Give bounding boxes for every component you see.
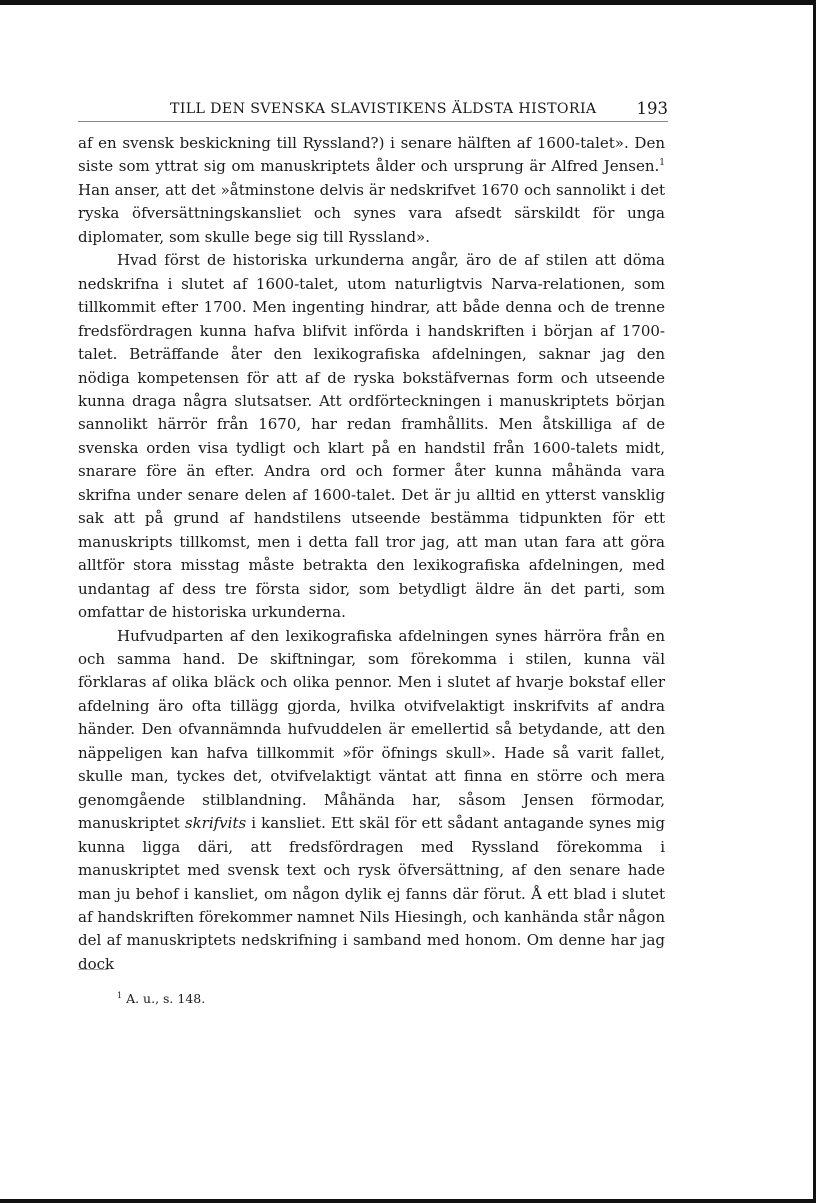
footnote-rule: [78, 969, 108, 970]
footnote-reference[interactable]: 1: [659, 158, 665, 169]
paragraph-3-text-b: i kansliet. Ett skäl för ett sådant antagande synes mig kunna ligga däri, att fredsfördragen med Ryssland förekomma i manuskriptet med svensk text och rysk öfversättning, af den senare hade man ju behof i kansliet, om någon dylik ej fanns där förut. Å ett blad i slutet af handskriften förekommer namnet Nils Hiesingh, och kanhända står någon del af manuskriptets nedskrifning i samband med honom. Om denne har jag dock: [78, 814, 665, 973]
paragraph-1: [78, 132, 665, 249]
italic-word: skrifvits: [184, 814, 247, 833]
paragraph-2: Hvad först de historiska urkunderna angår, äro de af stilen att döma nedskrifna i slutet af 1600-talet, utom naturligtvis Narva-relationen, som tillkommit efter 1700. Men ingenting hindrar, att både denna och de trenne fredsfördragen kunna hafva blifvit införda i handskriften i början af 1700-talet. Beträffande åter den lexikografiska afdelningen, saknar jag den nödiga kompetensen för att af de ryska bokstäfvernas form och utseende kunna draga några slutsatser. Att ordförteckningen i manuskriptets början sannolikt härrör från 1670, har redan framhållits. Men åtskilliga af de svenska orden visa tydligt och klart på en handstil från 1600-talets midt, snarare före än efter. Andra ord och former åter kunna måhända vara skrifna under senare delen af 1600-talet. Det är ju alltid en ytterst vansklig sak att på grund af handstilens utseende bestämma tidpunkten för ett manuskripts tillkomst, men i detta fall tror jag, att man utan fara att göra alltför stora misstag måste betrakta den lexikografiska afdelningen, med undantag af dess tre första sidor, som betydligt äldre än det parti, som omfattar de historiska urkunderna.: [78, 251, 665, 622]
paragraph-3: [78, 625, 665, 977]
scan-edge-top: [0, 0, 816, 5]
header-rule: [78, 121, 668, 122]
page-number: 193: [636, 99, 668, 118]
paragraph-1-text-a: af en svensk beskickning till Ryssland?) i senare hälften af 1600-talet». Den siste som yttrat sig om manuskriptets ålder och ursprung är Alfred Jensen.: [78, 134, 665, 176]
paragraph-1-text-b: Han anser, att det »åtminstone delvis är nedskrifvet 1670 och sannolikt i det ryska öfversättningskansliet och synes vara afsedt särskildt för unga diplomater, som skulle bege sig till Ryssland».: [78, 180, 665, 246]
header-title: TILL DEN SVENSKA SLAVISTIKENS ÄLDSTA HISTORIA: [170, 101, 597, 117]
body-text: [78, 132, 665, 976]
footnote-text: A. u., s. 148.: [122, 991, 206, 1006]
paragraph-3-text-a: Hufvudparten af den lexikografiska afdelningen synes härröra från en och samma hand. De skiftningar, som förekomma i stilen, kunna väl förklaras af olika bläck och olika pennor. Men i slutet af hvarje bokstaf eller afdelning äro ofta tillägg gjorda, hvilka otvifvelaktigt inskrifvits af andra händer. Den ofvannämnda hufvuddelen är emellertid så betydande, att den näppeligen kan hafva tillkommit »för öfnings skull». Hade så varit fallet, skulle man, tyckes det, otvifvelaktigt väntat att finna en större och mera genomgående stilblandning. Måhända har, såsom Jensen förmodar, manuskriptet: [78, 626, 665, 833]
scan-edge-bottom: [0, 1199, 816, 1203]
running-header: [78, 99, 668, 121]
footnote: [117, 991, 205, 1006]
footnote-mark: 1: [117, 991, 123, 1000]
